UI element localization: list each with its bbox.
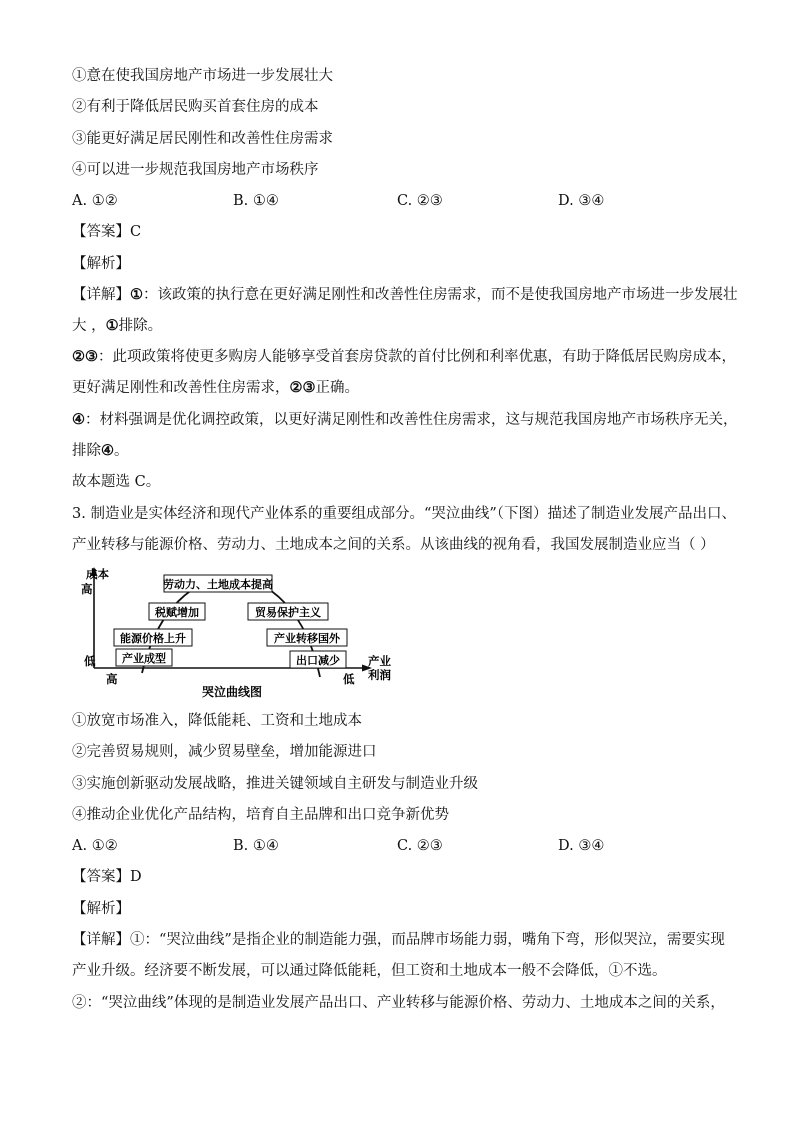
y-low-label: 低 xyxy=(84,654,96,668)
detail-text: 正确。 xyxy=(315,380,359,396)
q2-option-a: A. ①② xyxy=(72,193,118,209)
x-axis-label-1: 产业 xyxy=(368,654,391,668)
q3-option-b: B. ①④ xyxy=(233,838,279,854)
box-label: 劳动力、土地成本提高 xyxy=(163,578,273,591)
box-trade-protectionism xyxy=(248,603,328,620)
q2-answer: 【答案】C xyxy=(72,224,142,240)
q2-detail-3 xyxy=(72,410,738,430)
q2-detail-1-cont xyxy=(72,316,162,336)
diagram-caption: 哭泣曲线图 xyxy=(201,685,263,699)
q2-statement-3: ③能更好满足居民刚性和改善性住房需求 xyxy=(72,131,333,147)
q3-statement-4: ④推动企业优化产品结构，培育自主品牌和出口竞争新优势 xyxy=(72,807,449,823)
detail-text: 排除。 xyxy=(118,318,163,334)
detail-text: ：材料强调是优化调控政策，以更好满足刚性和改善性住房需求，这与规范我国房地产市场秩序无关， xyxy=(85,412,738,428)
detail-mark: ① xyxy=(130,286,143,303)
box-label: 税赋增加 xyxy=(155,606,199,619)
box-tax-increase xyxy=(149,603,205,620)
detail-text: ：该政策的执行意在更好满足刚性和改善性住房需求，而不是使我国房地产市场进一步发展壮 xyxy=(143,287,738,303)
detail-text: 。 xyxy=(114,443,129,459)
q2-detail-2-cont xyxy=(72,378,359,398)
x-axis-label-2: 利润 xyxy=(368,668,391,682)
crying-curve-diagram xyxy=(72,565,412,701)
q3-analysis-heading: 【解析】 xyxy=(72,901,130,917)
q3-option-c: C. ②③ xyxy=(397,838,443,854)
q3-option-d: D. ③④ xyxy=(558,838,605,854)
detail-mark: ④ xyxy=(101,442,114,459)
box-industry-transfer xyxy=(267,629,347,646)
q2-analysis-heading: 【解析】 xyxy=(72,256,130,272)
x-high-label: 高 xyxy=(106,672,118,686)
q3-statement-1: ①放宽市场准入，降低能耗、工资和土地成本 xyxy=(72,713,362,729)
q2-option-c: C. ②③ xyxy=(397,193,443,209)
q3-option-a: A. ①② xyxy=(72,838,118,854)
q2-option-d: D. ③④ xyxy=(558,193,605,209)
detail-mark: ②③ xyxy=(289,379,316,396)
box-energy-price xyxy=(114,629,192,646)
box-label: 贸易保护主义 xyxy=(255,606,321,619)
box-export-decrease xyxy=(290,651,346,668)
q2-detail-1 xyxy=(72,285,738,305)
box-label: 能源价格上升 xyxy=(120,632,186,645)
detail-mark: ① xyxy=(105,317,119,334)
q2-detail-3-cont xyxy=(72,441,129,461)
x-low-label: 低 xyxy=(343,672,355,686)
q3-statement-3: ③实施创新驱动发展战略，推进关键领域自主研发与制造业升级 xyxy=(72,776,478,792)
detail-text: 大 ， xyxy=(72,318,106,334)
detail-mark: ④ xyxy=(72,411,85,428)
q3-detail-3: ②：“哭泣曲线”体现的是制造业发展产品出口、产业转移与能源价格、劳动力、土地成本之间的关系， xyxy=(72,995,725,1011)
q2-option-b: B. ①④ xyxy=(233,193,279,209)
y-axis-label: 成本 xyxy=(86,567,109,581)
q3-answer: 【答案】D xyxy=(72,869,142,885)
detail-text: ：此项政策将使更多购房人能够享受首套房贷款的首付比例和利率优惠，有助于降低居民购房成本， xyxy=(98,349,736,365)
box-label: 产业成型 xyxy=(122,652,166,665)
box-label: 出口减少 xyxy=(296,654,340,667)
q2-statement-2: ②有利于降低居民购买首套住房的成本 xyxy=(72,99,319,115)
y-high-label: 高 xyxy=(81,582,93,596)
q3-stem-line-1: 3. 制造业是实体经济和现代产业体系的重要组成部分。“哭泣曲线”（下图）描述了制造业发展产品出口、 xyxy=(72,506,737,522)
q3-statement-2: ②完善贸易规则，减少贸易壁垒，增加能源进口 xyxy=(72,744,377,760)
q2-conclusion: 故本题选 C。 xyxy=(72,474,161,490)
q3-stem-line-2: 产业转移与能源价格、劳动力、土地成本之间的关系。从该曲线的视角看，我国发展制造业应当（ ） xyxy=(72,537,715,553)
detail-mark: ②③ xyxy=(72,348,98,365)
q2-statement-1: ①意在使我国房地产市场进一步发展壮大 xyxy=(72,68,333,84)
box-label: 产业转移国外 xyxy=(274,632,340,645)
box-industry-formed xyxy=(116,649,172,666)
q3-detail-2: 产业升级。经济要不断发展，可以通过降低能耗，但工资和土地成本一般不会降低，①不选。 xyxy=(72,963,667,979)
q2-statement-4: ④可以进一步规范我国房地产市场秩序 xyxy=(72,162,319,178)
box-labor-land-cost xyxy=(163,575,273,592)
crying-curve-svg xyxy=(72,565,412,701)
q3-detail-1: 【详解】①：“哭泣曲线”是指企业的制造能力强，而品牌市场能力弱，嘴角下弯，形似哭泣，需要实现 xyxy=(72,932,725,948)
q2-detail-2 xyxy=(72,347,736,367)
detail-text: 排除 xyxy=(72,443,101,459)
detail-text: 更好满足刚性和改善性住房需求， xyxy=(72,380,290,396)
detail-label: 【详解】 xyxy=(72,287,130,303)
